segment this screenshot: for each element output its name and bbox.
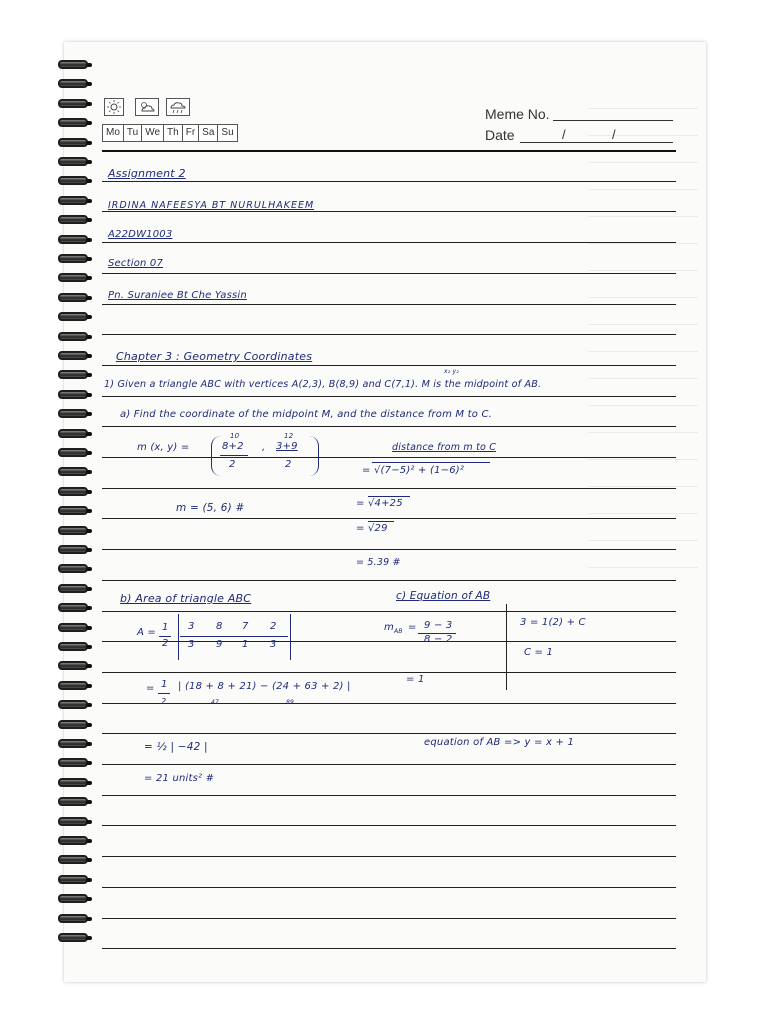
question-main: 1) Given a triangle ABC with vertices A(2,3), B(8,9) and C(7,1). M is the midpoint of AB. [104,379,542,390]
spiral-ring [58,332,88,341]
ruled-line [102,703,676,704]
ruled-line [102,211,676,212]
matrix-cell: 3 [270,639,277,650]
det-bar-right [290,614,291,660]
spiral-ring [58,176,88,185]
spiral-ring [58,836,88,845]
spiral-ring [58,739,88,748]
date-label: Date [485,127,515,143]
ruled-line [102,795,676,796]
spiral-ring [58,758,88,767]
spiral-ring [58,642,88,651]
memo-label: Meme No. [485,106,550,122]
midpoint-num1: 8+2 [222,441,244,452]
spiral-ring [58,215,88,224]
right-paren [306,436,319,476]
ruled-line [102,672,676,673]
area-step2-num: 1 [161,679,168,690]
ruled-line [102,426,676,427]
num1-above: 10 [230,432,240,440]
midpoint-result: m = (5, 6) # [176,502,245,514]
spiral-ring [58,448,88,457]
assignment-title: Assignment 2 [108,167,186,180]
spiral-ring [58,720,88,729]
weekday-selector [102,124,238,142]
cloud-rain-icon [166,98,190,116]
spiral-ring [58,60,88,69]
ruled-line [102,396,676,397]
matrix-cell: 9 [216,639,223,650]
spiral-ring [58,914,88,923]
midpoint-comma: , [262,442,266,453]
spiral-ring [58,855,88,864]
spiral-ring [58,79,88,88]
distance-step-4: = 5.39 # [356,557,401,568]
question-part-a: a) Find the coordinate of the midpoint M, and the distance from M to C. [120,409,493,420]
matrix-cell: 8 [216,621,223,632]
ruled-line [102,273,676,274]
slope-m: m [384,622,394,633]
spiral-ring [58,661,88,670]
spiral-ring [58,390,88,399]
step2-frac-bar [158,693,170,694]
slope-num: 9 − 3 [424,620,453,631]
spiral-ring [58,623,88,632]
day-2: We [142,124,164,142]
c-subscript-labels: x₂ y₂ [444,368,459,375]
student-name: IRDINA NAFEESYA BT NURULHAKEEM [108,200,315,211]
spiral-ring [58,196,88,205]
spiral-ring [58,817,88,826]
day-3: Th [164,124,183,142]
date-line [520,142,673,143]
slope-eq: = [408,622,417,633]
ruled-line [102,611,676,612]
spiral-ring [58,118,88,127]
midpoint-den2: 2 [285,459,292,470]
spiral-ring [58,138,88,147]
bleed-through [588,82,698,582]
area-half-den: 2 [162,638,169,649]
spiral-ring [58,99,88,108]
slope-result: = 1 [406,674,425,685]
ruled-line [102,334,676,335]
matrix-cell: 3 [188,639,195,650]
date-sep-2: / [612,127,616,142]
slope-den: 8 − 2 [424,634,453,645]
spiral-binding [58,60,92,960]
ruled-line [102,488,676,489]
substitution: 3 = 1(2) + C [520,617,586,628]
midpoint-num2: 3+9 [276,441,298,452]
spiral-ring [58,370,88,379]
day-6: Su [218,124,237,142]
matrix-cell: 3 [188,621,195,632]
ruled-line [102,181,676,182]
question-part-b: b) Area of triangle ABC [120,592,252,605]
spiral-ring [58,467,88,476]
ruled-line [102,457,676,458]
spiral-ring [58,351,88,360]
half-bar [159,636,171,637]
spiral-ring [58,312,88,321]
spiral-ring [58,254,88,263]
distance-step-1: = √(7−5)² + (1−6)² [362,465,465,476]
area-step2-sub2: 89 [286,699,295,706]
chapter-title: Chapter 3 : Geometry Coordinates [116,350,313,363]
midpoint-lhs: m (x, y) = [137,442,190,453]
ruled-line [102,304,676,305]
spiral-ring [58,235,88,244]
ruled-line [102,764,676,765]
area-step2-sub1: 47 [211,699,220,706]
ruled-line [102,150,676,152]
spiral-ring [58,409,88,418]
spiral-ring [58,603,88,612]
spiral-ring [58,506,88,515]
sun-icon [104,98,124,116]
ruled-line [102,887,676,888]
matrix-cell: 7 [242,621,249,632]
spiral-ring [58,293,88,302]
area-lhs: A = [137,627,156,638]
date-sep-1: / [562,127,566,142]
area-half-num: 1 [162,622,169,633]
spiral-ring [58,564,88,573]
frac-bar-1 [220,455,248,456]
sqrt-bar-3 [368,521,394,522]
section: Section 07 [108,258,164,269]
ruled-line [102,733,676,734]
student-id: A22DW1003 [108,229,173,240]
spiral-ring [58,545,88,554]
ruled-line [102,825,676,826]
lecturer: Pn. Suraniee Bt Che Yassin [108,290,247,301]
ruled-line [102,580,676,581]
det-bar-left [178,614,179,660]
intercept-result: C = 1 [524,647,554,658]
memo-line [553,120,673,121]
spiral-ring [58,778,88,787]
spiral-ring [58,273,88,282]
spiral-ring [58,526,88,535]
ruled-line [102,549,676,550]
spiral-ring [58,875,88,884]
sqrt-bar-1 [372,462,490,463]
ruled-line [102,948,676,949]
notebook-page [64,42,706,982]
spiral-ring [58,681,88,690]
distance-step-2: = √4+25 [356,498,403,509]
cloud-sun-icon [135,98,159,116]
spiral-ring [58,584,88,593]
spiral-ring [58,487,88,496]
ruled-line [102,856,676,857]
area-step2-expr: | (18 + 8 + 21) − (24 + 63 + 2) | [178,681,351,692]
ruled-line [102,918,676,919]
area-step3: = ½ | −42 | [144,741,208,753]
area-step2-den: 2 [161,697,167,706]
ruled-line [102,242,676,243]
spiral-ring [58,157,88,166]
slope-sub: AB [394,628,403,635]
distance-label: distance from m to C [392,442,497,453]
distance-step-3: = √29 [356,523,388,534]
matrix-cell: 2 [270,621,277,632]
num2-above: 12 [284,432,294,440]
day-0: Mo [102,124,124,142]
spiral-ring [58,797,88,806]
spiral-ring [58,700,88,709]
area-step4: = 21 units² # [144,773,215,784]
spiral-ring [58,933,88,942]
line-equation: equation of AB => y = x + 1 [424,737,575,748]
part-c-divider [506,604,507,690]
matrix-cell: 1 [242,639,249,650]
ruled-line [102,518,676,519]
spiral-ring [58,429,88,438]
matrix-divider [180,636,288,637]
area-step2-prefix: = [146,683,155,694]
ruled-line [102,365,676,366]
day-1: Tu [124,124,142,142]
question-part-c: c) Equation of AB [396,590,491,602]
sqrt-bar-2 [368,496,410,497]
midpoint-den1: 2 [229,459,236,470]
spiral-ring [58,894,88,903]
day-5: Sa [199,124,218,142]
day-4: Fr [183,124,199,142]
